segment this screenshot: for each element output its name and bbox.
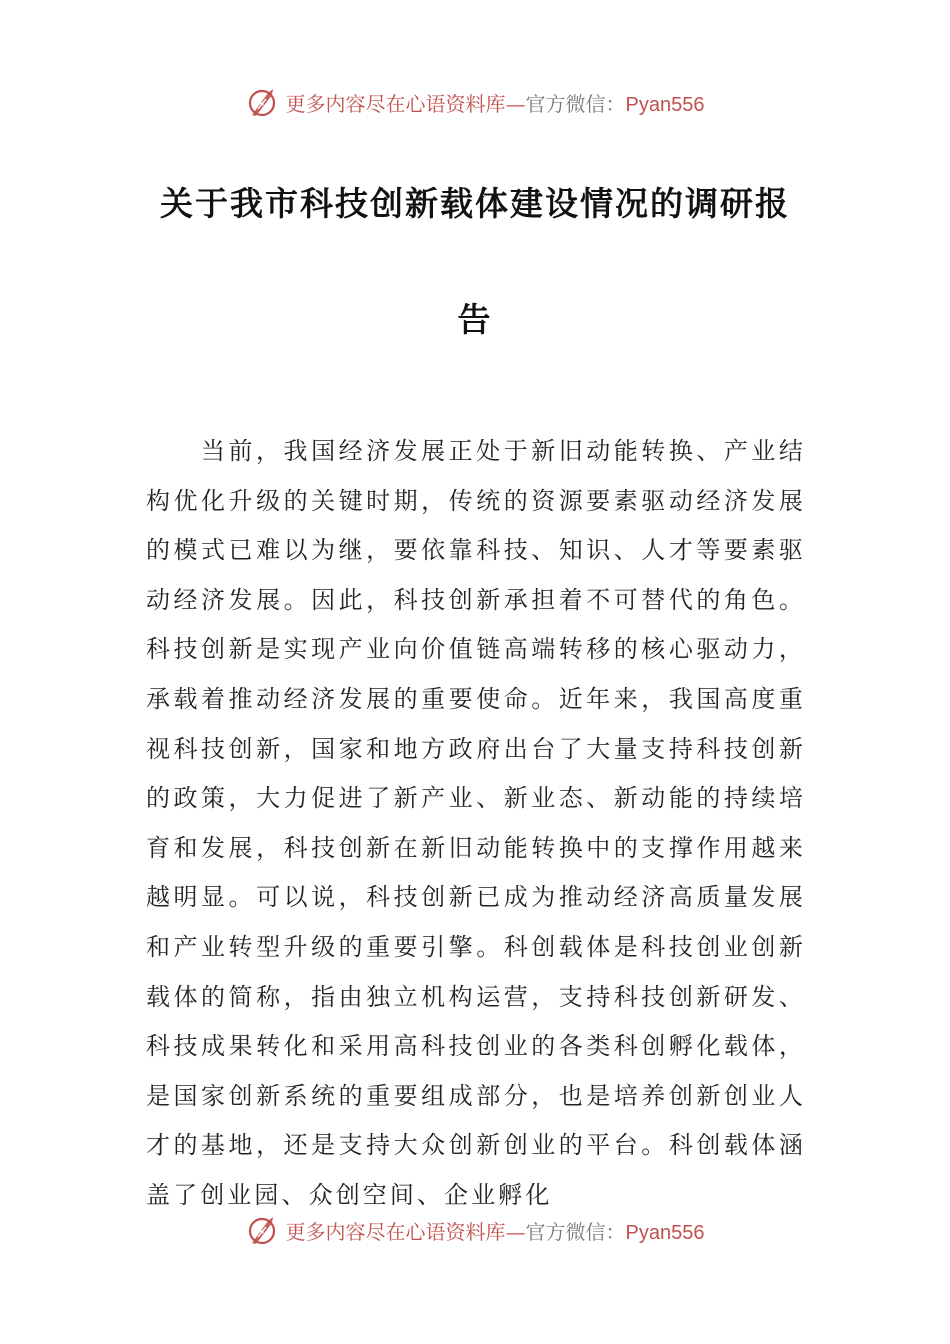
banner-dash: — (505, 91, 526, 116)
banner-text (286, 1216, 705, 1245)
pen-nib-circle-icon (246, 1213, 280, 1247)
body-paragraph: 当前，我国经济发展正处于新旧动能转换、产业结构优化升级的关键时期，传统的资源要素驱动经济发展的模式已难以为继，要依靠科技、知识、人才等要素驱动经济发展。因此，科技创新承担着不可替代的角色。科技创新是实现产业向价值链高端转移的核心驱动力，承载着推动经济发展的重要使命。近年来，我国高度重视科技创新，国家和地方政府出台了大量支持科技创新的政策，大力促进了新产业、新业态、新动能的持续培育和发展，科技创新在新旧动能转换中的支撑作用越来越明显。可以说，科技创新已成为推动经济高质量发展和产业转型升级的重要引擎。科创载体是科技创业创新载体的简称，指由独立机构运营，支持科技创新研发、科技成果转化和采用高科技创业的各类科创孵化载体，是国家创新系统的重要组成部分，也是培养创新创业人才的基地，还是支持大众创新创业的平台。科创载体涵盖了创业园、众创空间、企业孵化 (146, 437, 806, 1209)
banner-main-text: 更多内容尽在心语资料库 (285, 1219, 506, 1244)
pen-nib-circle-icon (246, 85, 280, 119)
banner-text (286, 88, 705, 117)
footer-banner (0, 1210, 950, 1250)
banner-handle: Pyan556 (625, 1221, 705, 1244)
document-title-line-1: 关于我市科技创新载体建设情况的调研报 (160, 184, 790, 223)
banner-handle: Pyan556 (625, 93, 705, 116)
header-banner (0, 82, 950, 122)
banner-dash: — (505, 1219, 526, 1244)
banner-wechat-label: 官方微信： (525, 1219, 626, 1244)
banner-main-text: 更多内容尽在心语资料库 (285, 91, 506, 116)
document-title-line-2: 告 (457, 300, 493, 339)
banner-wechat-label: 官方微信： (525, 91, 626, 116)
